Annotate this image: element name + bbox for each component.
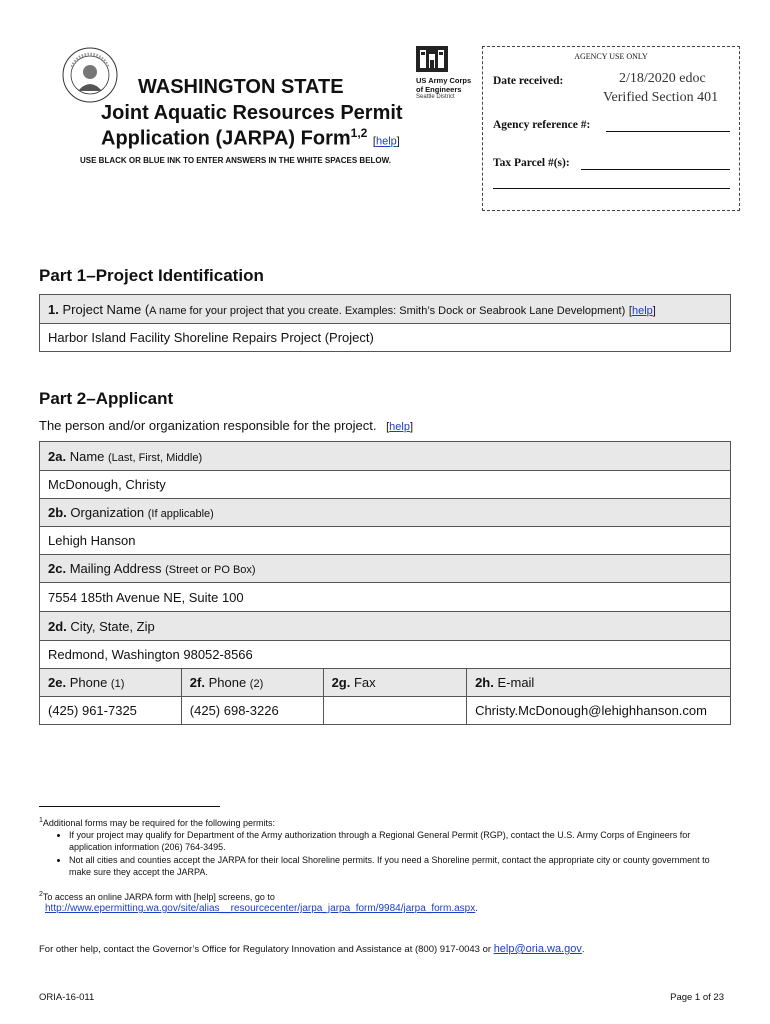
page-number: Page 1 of 23: [670, 992, 724, 1003]
phone2-label: 2f. Phone (2): [181, 669, 323, 697]
ink-instruction: USE BLACK OR BLUE INK TO ENTER ANSWERS IN THE WHITE SPACES BELOW.: [80, 156, 391, 165]
date-received-label: Date received:: [493, 75, 564, 87]
usace-line1: US Army Corps: [416, 76, 472, 85]
project-name-label: 1. Project Name (A name for your project that you create. Examples: Smith’s Dock or Seabrook Lane Development) [help]: [40, 295, 731, 324]
footnote-divider: [39, 806, 220, 807]
agency-use-header: AGENCY USE ONLY: [574, 52, 648, 61]
applicant-table: [39, 441, 731, 725]
project-name-help-link[interactable]: help: [631, 304, 653, 317]
mailing-address-field[interactable]: 7554 185th Avenue NE, Suite 100: [40, 583, 731, 612]
fax-label: 2g. Fax: [323, 669, 467, 697]
part1-heading: Part 1–Project Identification: [39, 266, 264, 285]
phone1-field[interactable]: (425) 961-7325: [40, 697, 182, 725]
applicant-name-field[interactable]: McDonough, Christy: [40, 471, 731, 499]
tax-parcel-label: Tax Parcel #(s):: [493, 157, 570, 169]
title-help-link[interactable]: help: [375, 135, 397, 148]
date-received-note: Verified Section 401: [603, 90, 719, 105]
email-label: 2h. E-mail: [467, 669, 731, 697]
tax-parcel-field-2[interactable]: [493, 188, 730, 189]
organization-label: 2b. Organization (If applicable): [40, 499, 731, 527]
email-field[interactable]: Christy.McDonough@lehighhanson.com: [467, 697, 731, 725]
agency-reference-field[interactable]: [606, 131, 730, 132]
phone2-field[interactable]: (425) 698-3226: [181, 697, 323, 725]
project-name-field[interactable]: Harbor Island Facility Shoreline Repairs Project (Project): [40, 324, 731, 352]
washington-state-seal-icon: [62, 47, 118, 103]
part2-help-link[interactable]: help: [389, 421, 410, 433]
phone1-label: 2e. Phone (1): [40, 669, 182, 697]
oria-email-link[interactable]: help@oria.wa.gov: [493, 943, 582, 955]
fax-field[interactable]: [323, 697, 467, 725]
organization-field[interactable]: Lehigh Hanson: [40, 527, 731, 555]
footnote-2: $^2$To access an online JARPA form with [help] screens, go to http://www.epermitting.wa.gov/site/alias__resourcecenter/jarpa_jarpa_form/9984/jarpa_form.aspx.: [39, 891, 479, 914]
usace-logo: [414, 46, 480, 104]
part1-table: [39, 294, 731, 352]
part2-heading: Part 2–Applicant: [39, 389, 174, 408]
usace-line3: Seattle District: [416, 94, 455, 100]
castle-icon: [416, 46, 448, 72]
other-help-note: For other help, contact the Governor’s Office for Regulatory Innovation and Assistance at (800) 917-0043 or help@oria.wa.gov.: [39, 943, 585, 955]
agency-reference-label: Agency reference #:: [493, 119, 591, 131]
city-state-zip-label: 2d. City, State, Zip: [40, 612, 731, 641]
form-title-line2: Application (JARPA) Form$^{1,2}$ [help]: [101, 126, 400, 150]
form-title-line1: Joint Aquatic Resources Permit: [101, 102, 403, 124]
mailing-address-label: 2c. Mailing Address (Street or PO Box): [40, 555, 731, 583]
footnote-1-bullet-1: • If your project may qualify for Department of the Army authorization through a Regional General Permit (RGP), contact the U.S. Army Corps of Engineers for application information (206) 764-3495.: [69, 829, 729, 853]
form-id: ORIA-16-011: [39, 992, 95, 1003]
tax-parcel-field[interactable]: [581, 169, 730, 170]
footnote-1: $^1$Additional forms may be required for the following permits: • If your project may qualify for Department of the Army authorization through a Regional General Permit (RGP), contact the U.S. Army Corps of Engineers for application information (206) 764-3495. • Not all cities and counties accept the JARPA for their local Shoreline permits. If you need a Shoreline permit, contact the appropriate city or county government to make sure they accept the JARPA.: [39, 815, 729, 879]
footnote-1-bullet-2: • Not all cities and counties accept the JARPA for their local Shoreline permits. If you need a Shoreline permit, contact the appropriate city or county government to make sure they accept the JARPA.: [69, 854, 729, 878]
agency-use-box: [482, 46, 740, 211]
state-title: WASHINGTON STATE: [138, 76, 344, 98]
jarpa-online-link[interactable]: http://www.epermitting.wa.gov/site/alias__resourcecenter/jarpa_jarpa_form/9984/jarpa_form.aspx: [45, 903, 476, 914]
part2-intro: The person and/or organization responsible for the project. [help]: [39, 418, 414, 433]
applicant-name-label: 2a. Name (Last, First, Middle): [40, 442, 731, 471]
date-received-value: 2/18/2020 edoc: [619, 71, 706, 86]
city-state-zip-field[interactable]: Redmond, Washington 98052-8566: [40, 641, 731, 669]
usace-line2: of Engineers: [416, 85, 462, 94]
